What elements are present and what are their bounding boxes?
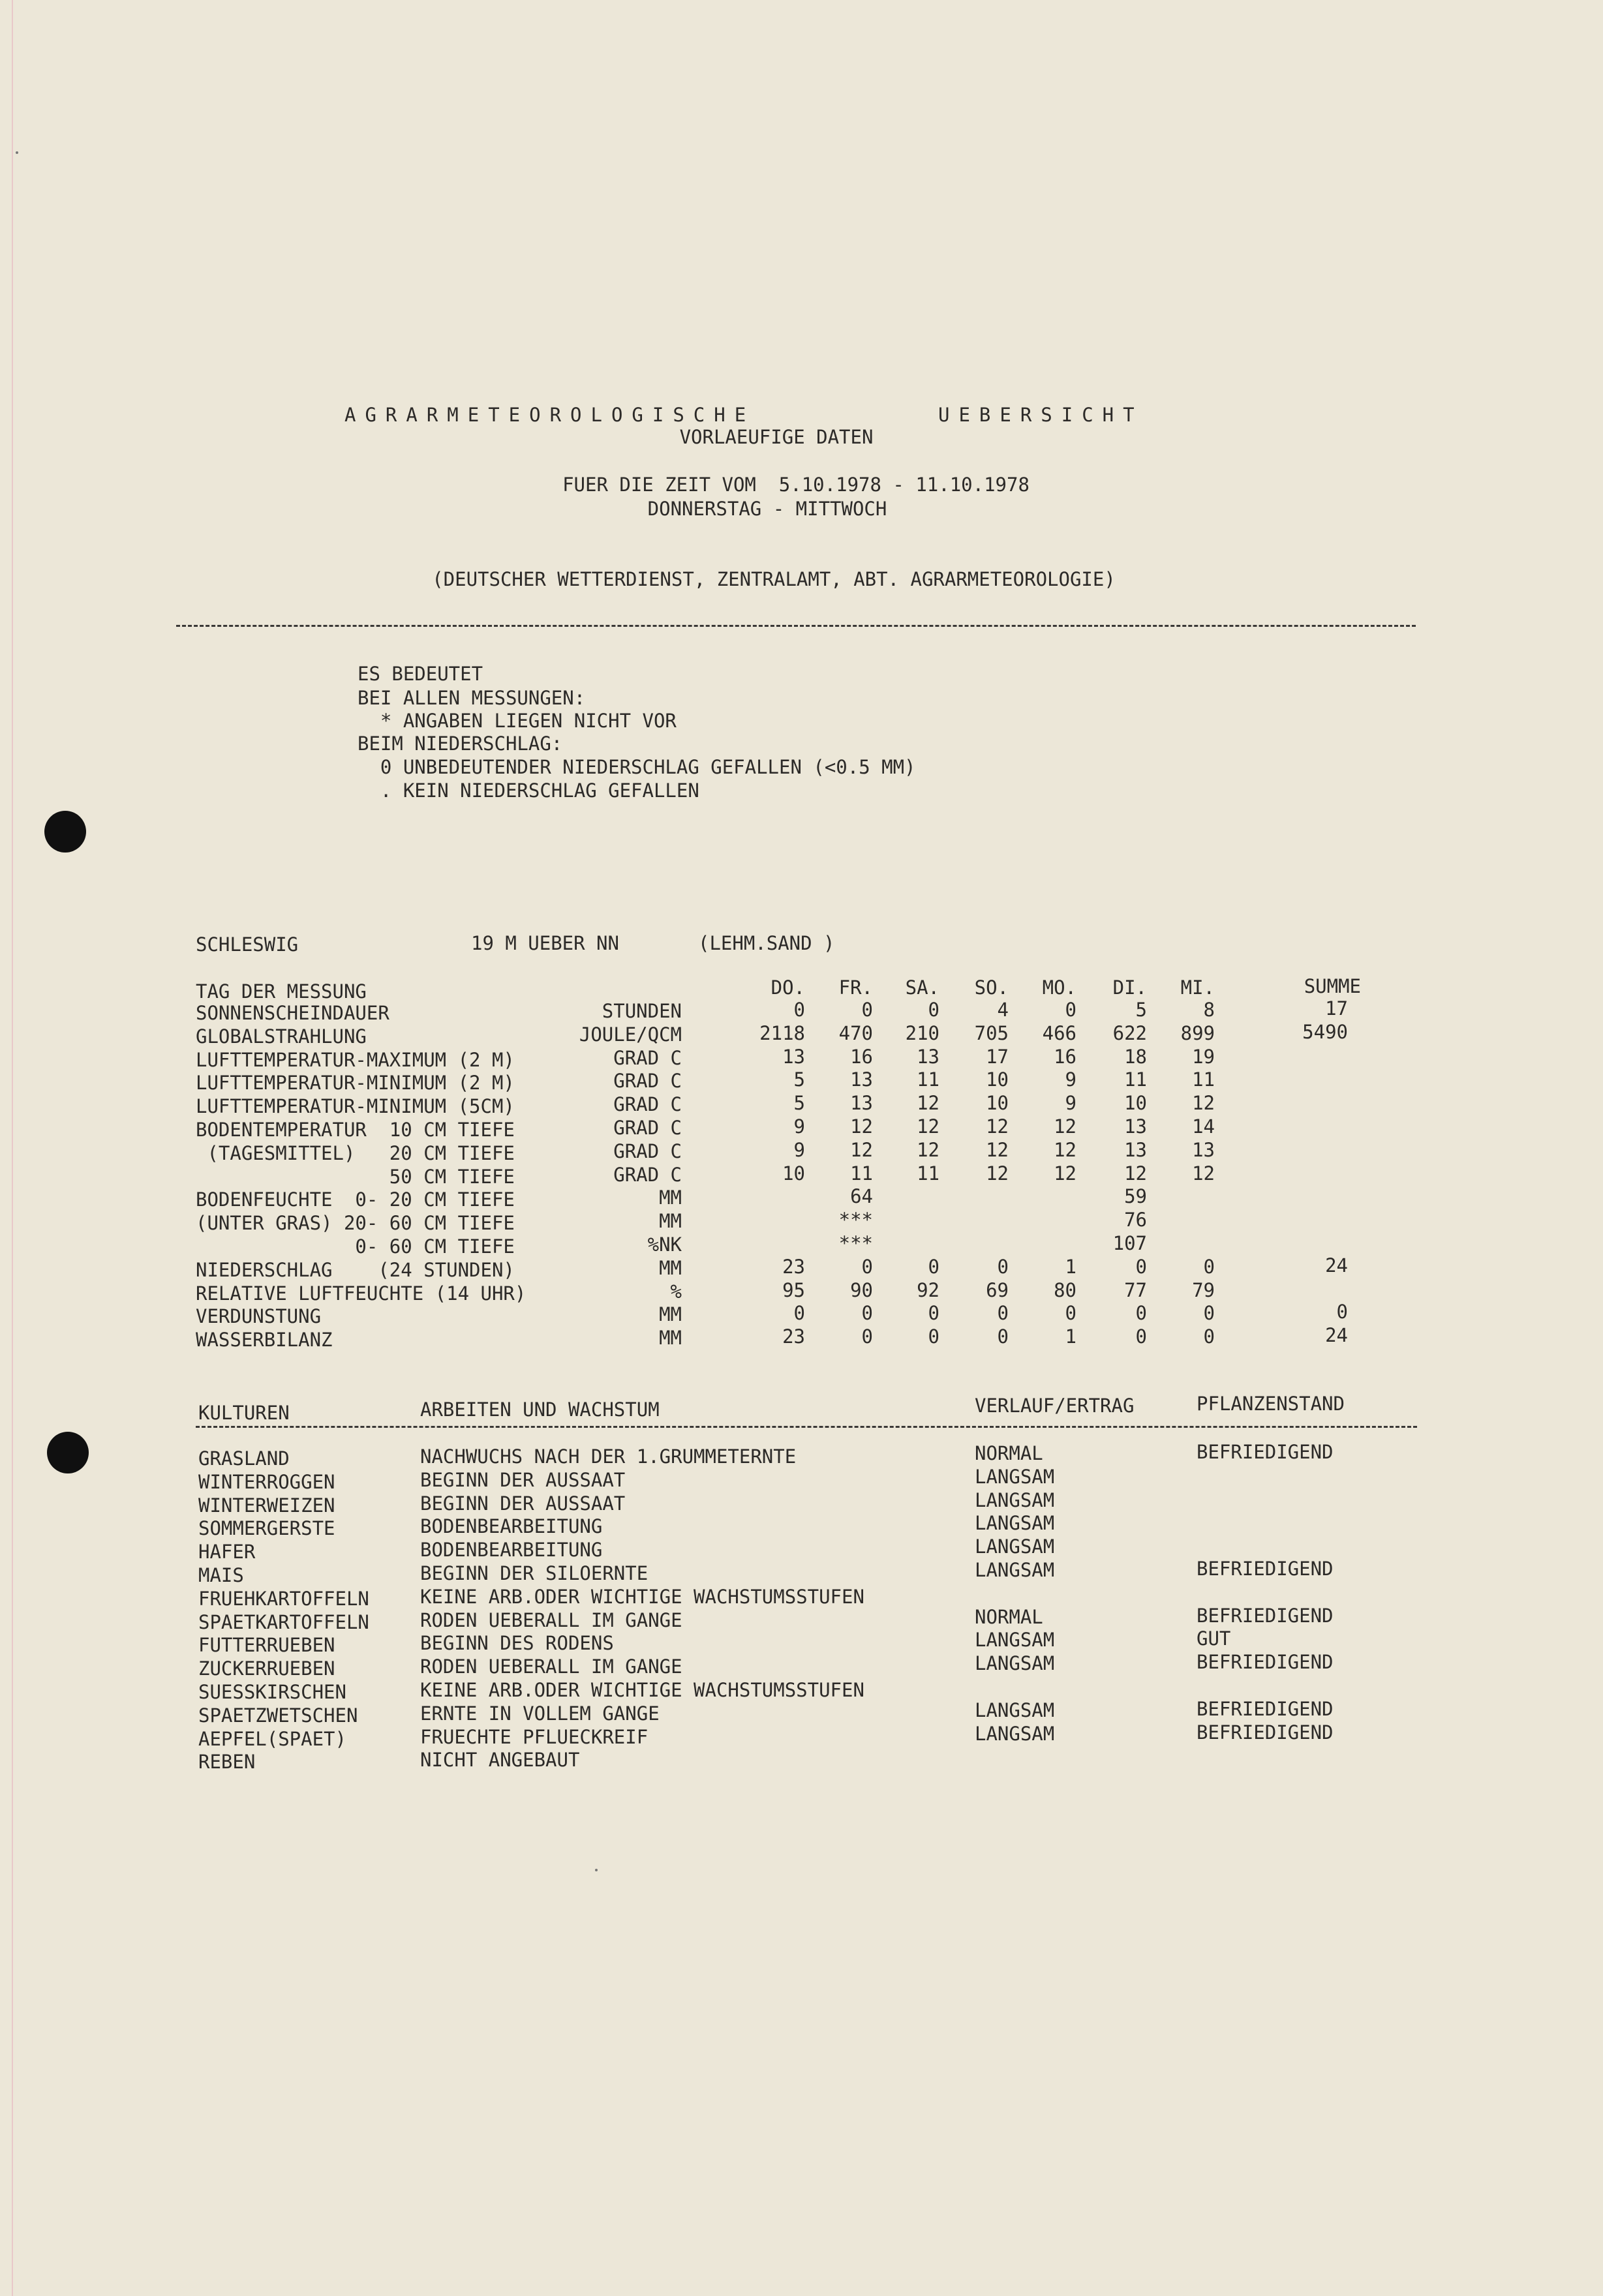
sum-header: SUMME	[1304, 975, 1361, 997]
culture-crop: SUESSKIRSCHEN	[198, 1681, 346, 1703]
measurement-unit: MM	[659, 1186, 682, 1209]
measurement-value: 0	[1135, 1256, 1147, 1278]
measurement-value: 80	[1054, 1279, 1076, 1301]
measurement-unit: JOULE/QCM	[579, 1023, 682, 1046]
culture-work: NICHT ANGEBAUT	[420, 1749, 580, 1771]
measurement-value: 79	[1192, 1279, 1215, 1301]
culture-progress: LANGSAM	[975, 1629, 1055, 1651]
culture-work: KEINE ARB.ODER WICHTIGE WACHSTUMSSTUFEN	[420, 1679, 864, 1701]
station-name: SCHLESWIG	[196, 933, 299, 956]
measurement-value: 77	[1124, 1279, 1147, 1301]
measurement-value: 13	[850, 1092, 873, 1114]
measurement-value: 5	[793, 1068, 805, 1091]
day-header: SA.	[905, 976, 939, 999]
measurement-unit: STUNDEN	[602, 1000, 682, 1022]
culture-crop: REBEN	[198, 1751, 256, 1773]
measurement-value: 18	[1124, 1046, 1147, 1068]
cultures-header: KULTUREN	[198, 1402, 290, 1424]
measurement-value: 69	[986, 1279, 1009, 1301]
measurement-value: 12	[1192, 1092, 1215, 1114]
measurement-unit: MM	[659, 1303, 682, 1325]
measurement-value: 0	[997, 1256, 1009, 1278]
measurement-sum: 24	[1325, 1254, 1348, 1276]
measurement-value: 95	[782, 1279, 805, 1301]
legend-line: 0 UNBEDEUTENDER NIEDERSCHLAG GEFALLEN (<0.5 MM)	[358, 756, 916, 778]
culture-stand: BEFRIEDIGEND	[1197, 1651, 1334, 1673]
culture-crop: MAIS	[198, 1564, 244, 1586]
measurement-value: 59	[1124, 1185, 1147, 1207]
subtitle: VORLAEUFIGE DATEN	[679, 426, 874, 448]
measurement-value: 17	[986, 1046, 1009, 1068]
measurement-value: 0	[997, 1325, 1009, 1348]
culture-work: BODENBEARBEITUNG	[420, 1539, 603, 1561]
cultures-header: VERLAUF/ERTRAG	[975, 1395, 1135, 1417]
station-soil: (LEHM.SAND )	[698, 932, 835, 954]
measurement-value: 1	[1065, 1325, 1076, 1348]
measurement-unit: %	[670, 1280, 682, 1303]
measurement-value: 0	[1135, 1302, 1147, 1324]
measurement-sum: 24	[1325, 1324, 1348, 1346]
cultures-header: ARBEITEN UND WACHSTUM	[420, 1398, 660, 1421]
culture-progress: LANGSAM	[975, 1489, 1055, 1511]
measurement-value: 13	[850, 1068, 873, 1091]
culture-stand: BEFRIEDIGEND	[1197, 1721, 1334, 1744]
title-right: UEBERSICHT	[938, 404, 1144, 426]
culture-crop: SPAETZWETSCHEN	[198, 1704, 358, 1727]
cultures-divider	[196, 1426, 1417, 1428]
culture-crop: SPAETKARTOFFELN	[198, 1611, 369, 1633]
measurement-value: 13	[782, 1046, 805, 1068]
measurement-value: 13	[1192, 1139, 1215, 1161]
culture-progress: NORMAL	[975, 1442, 1043, 1464]
measurement-sum: 0	[1336, 1301, 1348, 1323]
measurement-value: 0	[861, 1302, 873, 1324]
measurement-value: 12	[917, 1139, 939, 1161]
measurement-value: 12	[850, 1115, 873, 1138]
culture-progress: LANGSAM	[975, 1466, 1055, 1488]
measurement-unit: MM	[659, 1257, 682, 1279]
measurement-value: 12	[1192, 1162, 1215, 1185]
culture-progress: LANGSAM	[975, 1699, 1055, 1721]
culture-progress: LANGSAM	[975, 1512, 1055, 1534]
culture-crop: FRUEHKARTOFFELN	[198, 1588, 369, 1610]
measurement-value: 0	[861, 1325, 873, 1348]
punch-hole	[44, 811, 86, 853]
measurement-value: 12	[986, 1115, 1009, 1138]
measurement-value: 107	[1112, 1232, 1147, 1254]
measurement-value: 92	[917, 1279, 939, 1301]
measurement-label: SONNENSCHEINDAUER	[196, 1002, 389, 1024]
margin-line	[12, 0, 13, 2296]
measurement-value: 10	[986, 1092, 1009, 1114]
day-header: MI.	[1180, 976, 1215, 999]
measurement-sum: 5490	[1302, 1021, 1348, 1043]
measurement-unit: GRAD C	[613, 1047, 682, 1069]
culture-crop: SOMMERGERSTE	[198, 1517, 335, 1539]
measurement-value: 10	[782, 1162, 805, 1185]
measurement-value: 0	[861, 1256, 873, 1278]
culture-stand: GUT	[1197, 1627, 1231, 1650]
title-left: AGRARMETEOROLOGISCHE	[344, 404, 756, 426]
measurement-value: 12	[917, 1115, 939, 1138]
culture-work: RODEN UEBERALL IM GANGE	[420, 1655, 682, 1678]
culture-work: BEGINN DER AUSSAAT	[420, 1492, 626, 1515]
culture-crop: HAFER	[198, 1541, 256, 1563]
culture-work: BEGINN DER AUSSAAT	[420, 1469, 626, 1491]
culture-work: KEINE ARB.ODER WICHTIGE WACHSTUMSSTUFEN	[420, 1586, 864, 1608]
day-header: FR.	[838, 976, 873, 999]
measurement-value: 9	[1065, 1068, 1076, 1091]
measurement-label: 50 CM TIEFE	[196, 1166, 515, 1188]
measurement-unit: MM	[659, 1327, 682, 1349]
measurement-value: 5	[793, 1092, 805, 1114]
culture-work: RODEN UEBERALL IM GANGE	[420, 1609, 682, 1631]
culture-crop: ZUCKERRUEBEN	[198, 1657, 335, 1680]
speck	[595, 1869, 598, 1871]
culture-progress: LANGSAM	[975, 1559, 1055, 1581]
measurement-label: (UNTER GRAS) 20- 60 CM TIEFE	[196, 1212, 515, 1234]
cultures-header: PFLANZENSTAND	[1197, 1393, 1345, 1415]
measurement-value: 11	[1124, 1068, 1147, 1091]
measurement-unit: %NK	[647, 1233, 682, 1256]
speck	[16, 151, 18, 154]
measurement-value: 4	[997, 999, 1009, 1021]
measurement-label: BODENTEMPERATUR 10 CM TIEFE	[196, 1119, 515, 1141]
measurement-value: 210	[905, 1022, 939, 1044]
culture-progress: LANGSAM	[975, 1652, 1055, 1674]
measurement-label: WASSERBILANZ	[196, 1329, 333, 1351]
measurement-label: GLOBALSTRAHLUNG	[196, 1025, 367, 1048]
legend-line: . KEIN NIEDERSCHLAG GEFALLEN	[358, 779, 699, 802]
culture-progress: LANGSAM	[975, 1535, 1055, 1558]
measurement-value: 12	[917, 1092, 939, 1114]
culture-stand: BEFRIEDIGEND	[1197, 1698, 1334, 1720]
measurement-value: 11	[917, 1162, 939, 1185]
measurement-value: 1	[1065, 1256, 1076, 1278]
measurement-value: 13	[1124, 1115, 1147, 1138]
measurement-value: 0	[928, 1256, 939, 1278]
measurement-value: ***	[838, 1209, 873, 1231]
measurement-value: 470	[838, 1022, 873, 1044]
culture-crop: FUTTERRUEBEN	[198, 1634, 335, 1656]
measurement-label: LUFTTEMPERATUR-MINIMUM (5CM)	[196, 1095, 515, 1117]
measurement-header-label: TAG DER MESSUNG	[196, 980, 367, 1003]
measurement-value: 11	[917, 1068, 939, 1091]
measurement-label: 0- 60 CM TIEFE	[196, 1235, 515, 1258]
culture-crop: WINTERWEIZEN	[198, 1494, 335, 1517]
station-elevation: 19 M UEBER NN	[471, 932, 619, 954]
measurement-value: 11	[850, 1162, 873, 1185]
measurement-value: 12	[1054, 1139, 1076, 1161]
measurement-label: LUFTTEMPERATUR-MINIMUM (2 M)	[196, 1072, 515, 1094]
measurement-value: 90	[850, 1279, 873, 1301]
culture-work: NACHWUCHS NACH DER 1.GRUMMETERNTE	[420, 1445, 797, 1468]
measurement-label: RELATIVE LUFTFEUCHTE (14 UHR)	[196, 1282, 527, 1305]
measurement-value: 9	[793, 1139, 805, 1161]
punch-hole	[47, 1432, 89, 1473]
culture-work: BODENBEARBEITUNG	[420, 1515, 603, 1537]
measurement-label: BODENFEUCHTE 0- 20 CM TIEFE	[196, 1188, 515, 1211]
divider	[176, 625, 1416, 627]
measurement-value: 16	[850, 1046, 873, 1068]
culture-work: BEGINN DES RODENS	[420, 1632, 614, 1654]
measurement-value: 899	[1180, 1022, 1215, 1044]
measurement-value: 9	[1065, 1092, 1076, 1114]
culture-crop: GRASLAND	[198, 1447, 290, 1470]
measurement-value: 0	[928, 999, 939, 1021]
measurement-value: 10	[1124, 1092, 1147, 1114]
measurement-value: 12	[1054, 1115, 1076, 1138]
measurement-value: 2118	[759, 1022, 805, 1044]
measurement-value: 11	[1192, 1068, 1215, 1091]
day-header: DI.	[1112, 976, 1147, 999]
culture-stand: BEFRIEDIGEND	[1197, 1605, 1334, 1627]
legend-line: BEIM NIEDERSCHLAG:	[358, 733, 563, 755]
measurement-value: 23	[782, 1325, 805, 1348]
culture-progress: LANGSAM	[975, 1723, 1055, 1745]
measurement-unit: GRAD C	[613, 1164, 682, 1186]
measurement-value: 12	[986, 1162, 1009, 1185]
measurement-unit: GRAD C	[613, 1070, 682, 1092]
measurement-value: 13	[917, 1046, 939, 1068]
measurement-value: 0	[928, 1302, 939, 1324]
measurement-label: LUFTTEMPERATUR-MAXIMUM (2 M)	[196, 1049, 515, 1071]
measurement-value: 0	[1135, 1325, 1147, 1348]
measurement-value: 16	[1054, 1046, 1076, 1068]
measurement-value: 12	[1124, 1162, 1147, 1185]
measurement-value: 0	[928, 1325, 939, 1348]
measurement-value: 76	[1124, 1209, 1147, 1231]
measurement-label: (TAGESMITTEL) 20 CM TIEFE	[196, 1142, 515, 1164]
legend-line: BEI ALLEN MESSUNGEN:	[358, 687, 586, 709]
legend-line: * ANGABEN LIEGEN NICHT VOR	[358, 710, 677, 732]
measurement-value: 23	[782, 1256, 805, 1278]
day-header: DO.	[771, 976, 805, 999]
measurement-unit: GRAD C	[613, 1140, 682, 1162]
measurement-unit: MM	[659, 1210, 682, 1232]
culture-work: FRUECHTE PFLUECKREIF	[420, 1726, 649, 1748]
measurement-value: 0	[1203, 1256, 1215, 1278]
measurement-value: 8	[1203, 999, 1215, 1021]
measurement-value: 705	[974, 1022, 1009, 1044]
measurement-value: 19	[1192, 1046, 1215, 1068]
measurement-value: 0	[861, 999, 873, 1021]
measurement-value: 12	[986, 1139, 1009, 1161]
culture-crop: WINTERROGGEN	[198, 1471, 335, 1493]
measurement-value: 466	[1042, 1022, 1076, 1044]
culture-stand: BEFRIEDIGEND	[1197, 1441, 1334, 1463]
source: (DEUTSCHER WETTERDIENST, ZENTRALAMT, ABT. AGRARMETEOROLOGIE)	[432, 568, 1116, 590]
measurement-value: 0	[1203, 1325, 1215, 1348]
measurement-unit: GRAD C	[613, 1117, 682, 1139]
culture-work: BEGINN DER SILOERNTE	[420, 1562, 649, 1584]
measurement-value: 0	[1065, 999, 1076, 1021]
measurement-value: 14	[1192, 1115, 1215, 1138]
measurement-value: 0	[1203, 1302, 1215, 1324]
measurement-sum: 17	[1325, 997, 1348, 1020]
days-range: DONNERSTAG - MITTWOCH	[647, 498, 887, 520]
measurement-value: 5	[1135, 999, 1147, 1021]
measurement-value: 64	[850, 1185, 873, 1207]
legend-line: ES BEDEUTET	[358, 663, 483, 685]
day-header: SO.	[974, 976, 1009, 999]
measurement-value: 12	[850, 1139, 873, 1161]
measurement-value: 622	[1112, 1022, 1147, 1044]
culture-progress: NORMAL	[975, 1606, 1043, 1628]
measurement-value: 0	[1065, 1302, 1076, 1324]
measurement-label: NIEDERSCHLAG (24 STUNDEN)	[196, 1259, 515, 1281]
culture-work: ERNTE IN VOLLEM GANGE	[420, 1702, 660, 1725]
day-header: MO.	[1042, 976, 1076, 999]
measurement-value: ***	[838, 1232, 873, 1254]
measurement-value: 13	[1124, 1139, 1147, 1161]
measurement-value: 10	[986, 1068, 1009, 1091]
measurement-value: 9	[793, 1115, 805, 1138]
measurement-value: 0	[997, 1302, 1009, 1324]
culture-crop: AEPFEL(SPAET)	[198, 1728, 346, 1750]
measurement-value: 0	[793, 999, 805, 1021]
culture-stand: BEFRIEDIGEND	[1197, 1558, 1334, 1580]
measurement-value: 12	[1054, 1162, 1076, 1185]
period: FUER DIE ZEIT VOM 5.10.1978 - 11.10.1978	[562, 474, 1030, 496]
measurement-label: VERDUNSTUNG	[196, 1305, 322, 1327]
measurement-unit: GRAD C	[613, 1093, 682, 1115]
measurement-value: 0	[793, 1302, 805, 1324]
